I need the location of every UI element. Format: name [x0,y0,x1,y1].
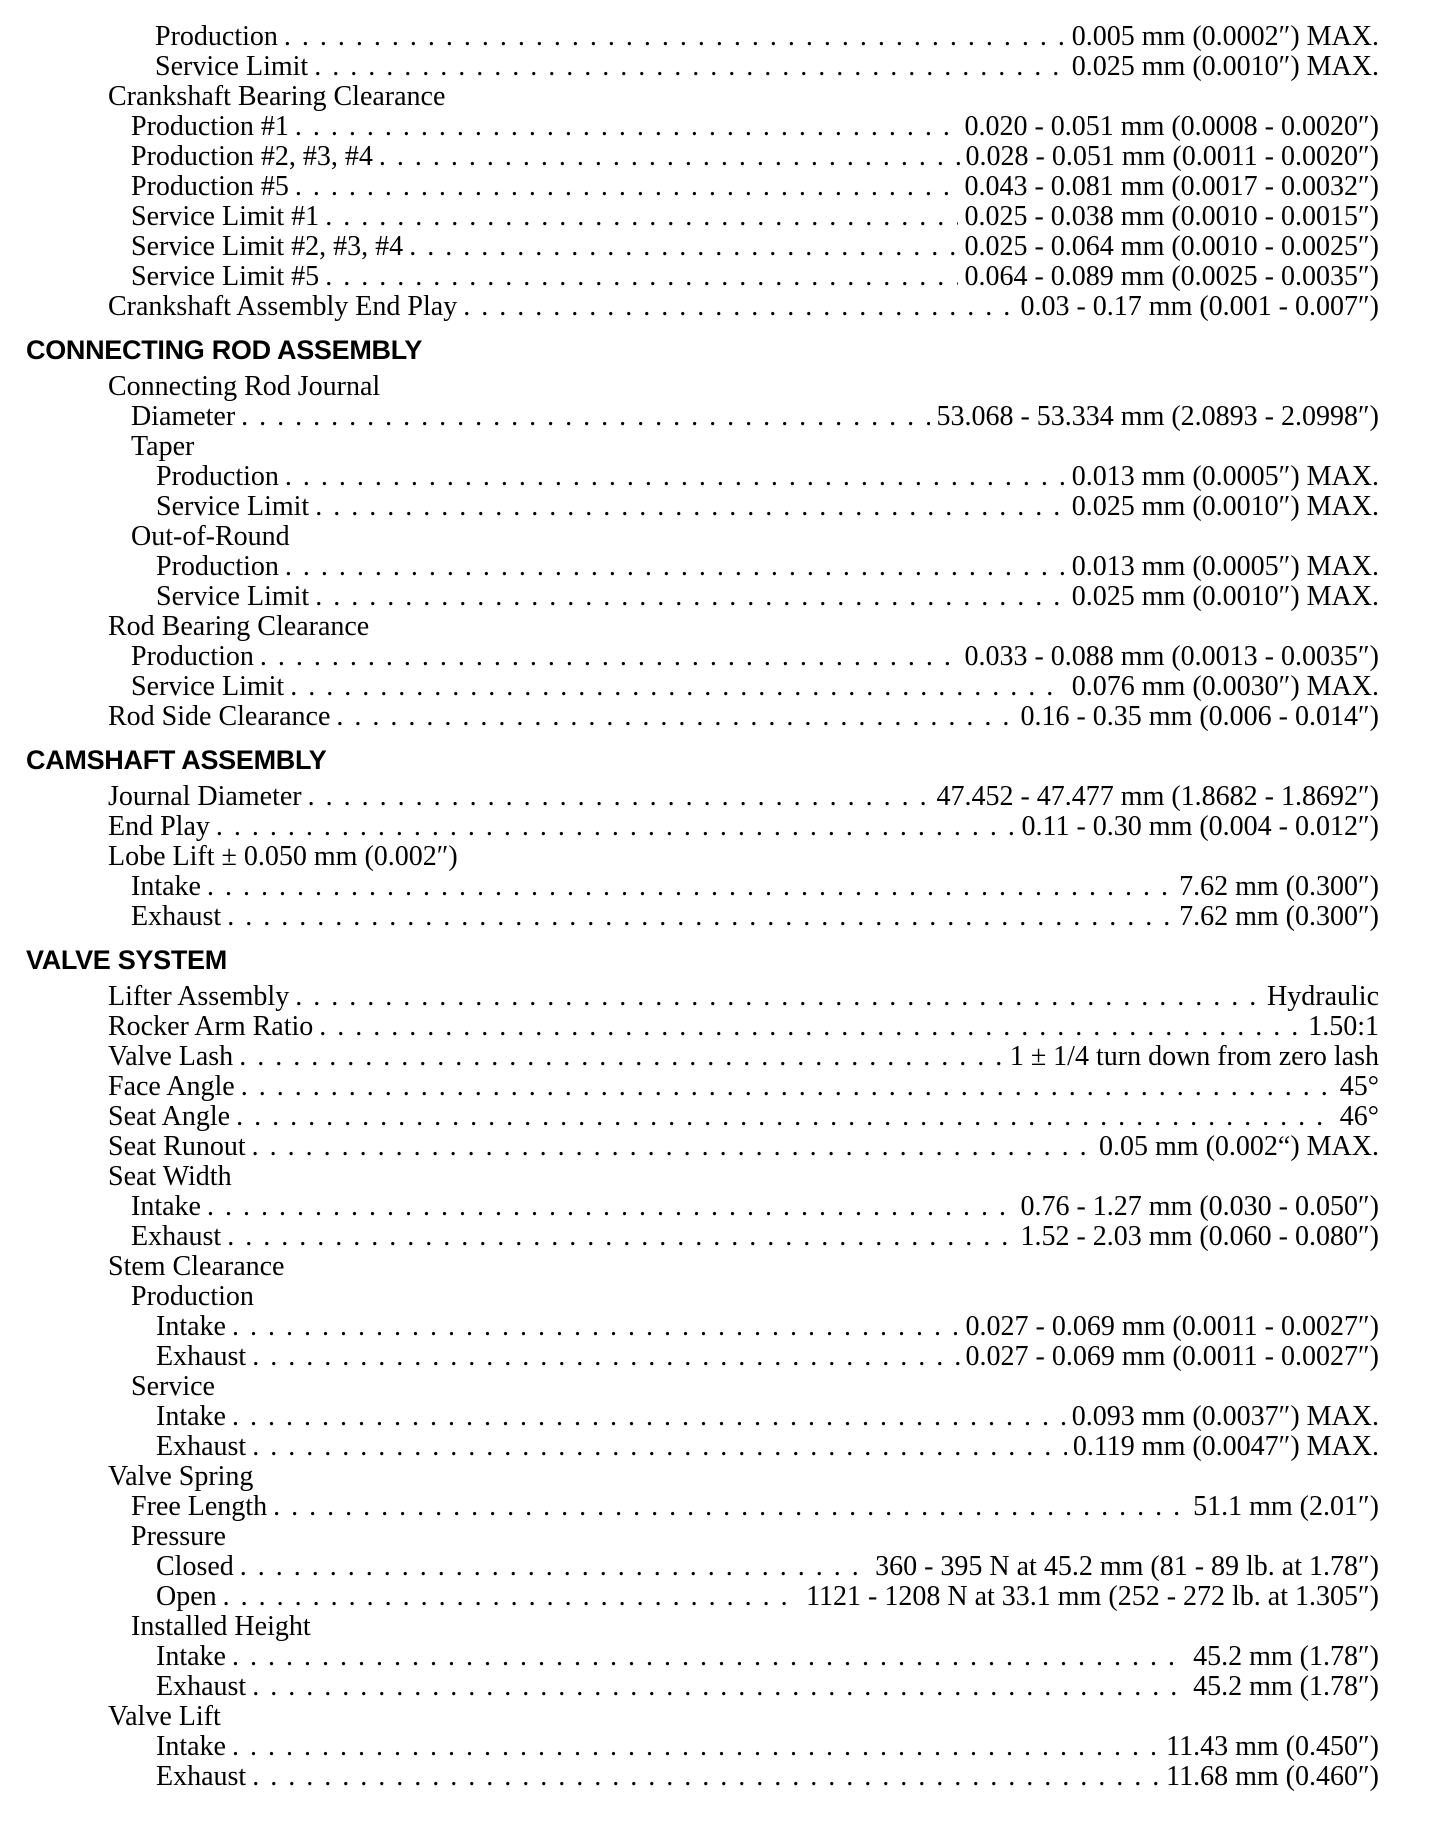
spec-row [0,782,1456,812]
spec-label: Production [131,641,254,672]
spec-value: 1.52 - 2.03 mm (0.060 - 0.080″) [1020,1221,1379,1252]
dot-leader [260,642,959,672]
spec-label: Production #5 [131,171,289,202]
spec-row [0,1642,1456,1672]
dot-leader [336,702,1014,732]
dot-leader [308,782,931,812]
dot-leader [295,982,1261,1012]
spec-value: 0.027 - 0.069 mm (0.0011 - 0.0027″) [965,1311,1379,1342]
spec-label: Face Angle [108,1071,235,1102]
spec-value: 0.76 - 1.27 mm (0.030 - 0.050″) [1020,1191,1379,1222]
spec-value: 0.025 mm (0.0010″) MAX. [1071,581,1379,612]
spec-value: 53.068 - 53.334 mm (2.0893 - 2.0998″) [936,401,1379,432]
dot-leader [227,1222,1014,1252]
spec-value: 7.62 mm (0.300″) [1179,901,1379,932]
spec-label: Production [155,21,278,52]
spec-row [0,1222,1456,1252]
spec-value: 45° [1339,1071,1379,1102]
spec-value: 0.005 mm (0.0002″) MAX. [1071,21,1379,52]
spec-group-heading: Pressure [131,1521,226,1552]
spec-label: Free Length [131,1491,268,1522]
dot-leader [285,552,1066,582]
dot-leader [284,22,1066,52]
spec-label: Service Limit [131,671,285,702]
spec-row [0,582,1456,612]
spec-row [0,902,1456,932]
spec-value: 0.076 mm (0.0030″) MAX. [1071,671,1379,702]
spec-value: 0.119 mm (0.0047″) MAX. [1072,1431,1379,1462]
spec-value: 0.027 - 0.069 mm (0.0011 - 0.0027″) [965,1341,1379,1372]
dot-leader [463,292,1014,322]
spec-row [0,22,1456,52]
spec-label: Service Limit [156,491,310,522]
spec-row [0,1312,1456,1342]
dot-leader [232,1642,1187,1672]
spec-value: 360 - 395 N at 45.2 mm (81 - 89 lb. at 1.78″) [875,1551,1379,1582]
dot-leader [252,1432,1067,1462]
spec-label: Seat Angle [108,1101,231,1132]
spec-row [0,172,1456,202]
spec-value: 0.033 - 0.088 mm (0.0013 - 0.0035″) [964,641,1379,672]
spec-value: 0.03 - 0.17 mm (0.001 - 0.007″) [1020,291,1379,322]
spec-value: 0.043 - 0.081 mm (0.0017 - 0.0032″) [964,171,1379,202]
spec-label: Intake [156,1641,226,1672]
dot-leader [252,1342,959,1372]
spec-row [0,492,1456,522]
dot-leader [319,1012,1302,1042]
spec-row [0,112,1456,142]
spec-label: Exhaust [156,1671,247,1702]
section-title: VALVE SYSTEM [26,945,227,975]
spec-row [0,462,1456,492]
spec-group-heading: Stem Clearance [108,1251,285,1282]
spec-row [0,872,1456,902]
spec-row [0,262,1456,292]
section-title: CONNECTING ROD ASSEMBLY [26,335,423,365]
spec-value: 0.028 - 0.051 mm (0.0011 - 0.0020″) [965,141,1379,172]
spec-value: 11.68 mm (0.460″) [1166,1761,1379,1792]
spec-group-heading: Valve Lift [108,1701,221,1732]
spec-label: Intake [131,871,201,902]
spec-row [0,1402,1456,1432]
spec-value: 0.05 mm (0.002“) MAX. [1099,1131,1379,1162]
spec-value: 46° [1339,1101,1379,1132]
spec-value: 0.025 - 0.064 mm (0.0010 - 0.0025″) [964,231,1379,262]
spec-label: Service Limit #1 [131,201,320,232]
spec-row [0,1102,1456,1132]
spec-value: 45.2 mm (1.78″) [1193,1671,1379,1702]
spec-value: 7.62 mm (0.300″) [1179,871,1379,902]
dot-leader [252,1762,1160,1792]
spec-label: Intake [156,1311,226,1342]
spec-label: Service Limit [155,51,309,82]
spec-group-heading: Production [131,1281,254,1312]
spec-row [0,1672,1456,1702]
spec-row [0,402,1456,432]
spec-value: 0.013 mm (0.0005″) MAX. [1071,461,1379,492]
spec-group-heading: Crankshaft Bearing Clearance [108,81,446,112]
dot-leader [325,262,958,292]
spec-label: Diameter [131,401,236,432]
spec-value: 0.064 - 0.089 mm (0.0025 - 0.0035″) [964,261,1379,292]
spec-sheet [0,22,1456,1792]
spec-label: Rod Side Clearance [108,701,331,732]
dot-leader [290,672,1066,702]
spec-label: Intake [131,1191,201,1222]
dot-leader [325,202,958,232]
spec-label: Closed [156,1551,234,1582]
dot-leader [236,1102,1334,1132]
spec-label: Production #1 [131,111,289,142]
spec-value: 0.020 - 0.051 mm (0.0008 - 0.0020″) [964,111,1379,142]
spec-row [0,1492,1456,1522]
spec-row [0,1012,1456,1042]
spec-row [0,1762,1456,1792]
spec-value: 51.1 mm (2.01″) [1193,1491,1379,1522]
dot-leader [241,1072,1334,1102]
spec-label: Exhaust [156,1341,247,1372]
spec-row [0,552,1456,582]
spec-label: Production [156,461,279,492]
spec-row [0,142,1456,172]
spec-value: 0.013 mm (0.0005″) MAX. [1071,551,1379,582]
spec-value: 0.025 mm (0.0010″) MAX. [1071,491,1379,522]
spec-label: Exhaust [156,1431,247,1462]
dot-leader [315,492,1066,522]
spec-label: Lifter Assembly [108,981,290,1012]
spec-group-heading: Service [131,1371,215,1402]
spec-value: 47.452 - 47.477 mm (1.8682 - 1.8692″) [936,781,1379,812]
spec-label: Service Limit #5 [131,261,320,292]
spec-row [0,1072,1456,1102]
spec-value: Hydraulic [1267,981,1379,1012]
spec-value: 11.43 mm (0.450″) [1166,1731,1379,1762]
dot-leader [232,1312,960,1342]
spec-row [0,232,1456,262]
spec-label: Production #2, #3, #4 [131,141,373,172]
dot-leader [232,1732,1160,1762]
spec-group-heading: Connecting Rod Journal [108,371,381,402]
dot-leader [273,1492,1187,1522]
spec-label: Service Limit #2, #3, #4 [131,231,404,262]
spec-group-heading: Installed Height [131,1611,311,1642]
spec-label: Open [156,1581,217,1612]
spec-row [0,1132,1456,1162]
spec-group-heading: Seat Width [108,1161,232,1192]
spec-label: Valve Lash [108,1041,234,1072]
dot-leader [239,1042,1004,1072]
spec-value: 1.50:1 [1308,1011,1379,1042]
spec-group-heading: Out-of-Round [131,521,290,552]
dot-leader [227,902,1173,932]
dot-leader [252,1132,1093,1162]
spec-value: 1121 - 1208 N at 33.1 mm (252 - 272 lb. at 1.305″) [806,1581,1379,1612]
spec-row [0,982,1456,1012]
spec-value: 1 ± 1/4 turn down from zero lash [1009,1041,1379,1072]
spec-row [0,642,1456,672]
section-title: CAMSHAFT ASSEMBLY [26,745,327,775]
spec-label: Production [156,551,279,582]
spec-value: 0.093 mm (0.0037″) MAX. [1071,1401,1379,1432]
spec-row [0,1552,1456,1582]
dot-leader [379,142,960,172]
spec-value: 0.16 - 0.35 mm (0.006 - 0.014″) [1020,701,1379,732]
dot-leader [285,462,1066,492]
spec-label: Service Limit [156,581,310,612]
dot-leader [240,1552,869,1582]
dot-leader [409,232,958,262]
dot-leader [207,872,1173,902]
spec-value: 45.2 mm (1.78″) [1193,1641,1379,1672]
dot-leader [232,1402,1066,1432]
spec-label: Intake [156,1731,226,1762]
spec-row [0,1342,1456,1372]
spec-label: Rocker Arm Ratio [108,1011,314,1042]
spec-row [0,1432,1456,1462]
dot-leader [252,1672,1187,1702]
spec-label: Exhaust [156,1761,247,1792]
spec-row [0,292,1456,322]
dot-leader [295,112,959,142]
spec-row [0,1732,1456,1762]
dot-leader [207,1192,1015,1222]
spec-row [0,672,1456,702]
dot-leader [315,582,1066,612]
dot-leader [295,172,959,202]
spec-value: 0.11 - 0.30 mm (0.004 - 0.012″) [1021,811,1379,842]
spec-group-heading: Rod Bearing Clearance [108,611,370,642]
spec-label: Crankshaft Assembly End Play [108,291,458,322]
spec-label: Journal Diameter [108,781,302,812]
spec-group-heading: Lobe Lift ± 0.050 mm (0.002″) [108,841,458,872]
spec-label: End Play [108,811,210,842]
spec-row [0,202,1456,232]
spec-row [0,52,1456,82]
spec-row [0,702,1456,732]
dot-leader [216,812,1016,842]
spec-value: 0.025 mm (0.0010″) MAX. [1071,51,1379,82]
dot-leader [314,52,1066,82]
spec-row [0,1192,1456,1222]
spec-row [0,1582,1456,1612]
spec-group-heading: Valve Spring [108,1461,254,1492]
spec-row [0,1042,1456,1072]
spec-label: Exhaust [131,1221,222,1252]
spec-label: Exhaust [131,901,222,932]
spec-value: 0.025 - 0.038 mm (0.0010 - 0.0015″) [964,201,1379,232]
dot-leader [223,1582,800,1612]
dot-leader [241,402,930,432]
spec-label: Seat Runout [108,1131,246,1162]
spec-group-heading: Taper [131,431,195,462]
spec-label: Intake [156,1401,226,1432]
spec-row [0,812,1456,842]
